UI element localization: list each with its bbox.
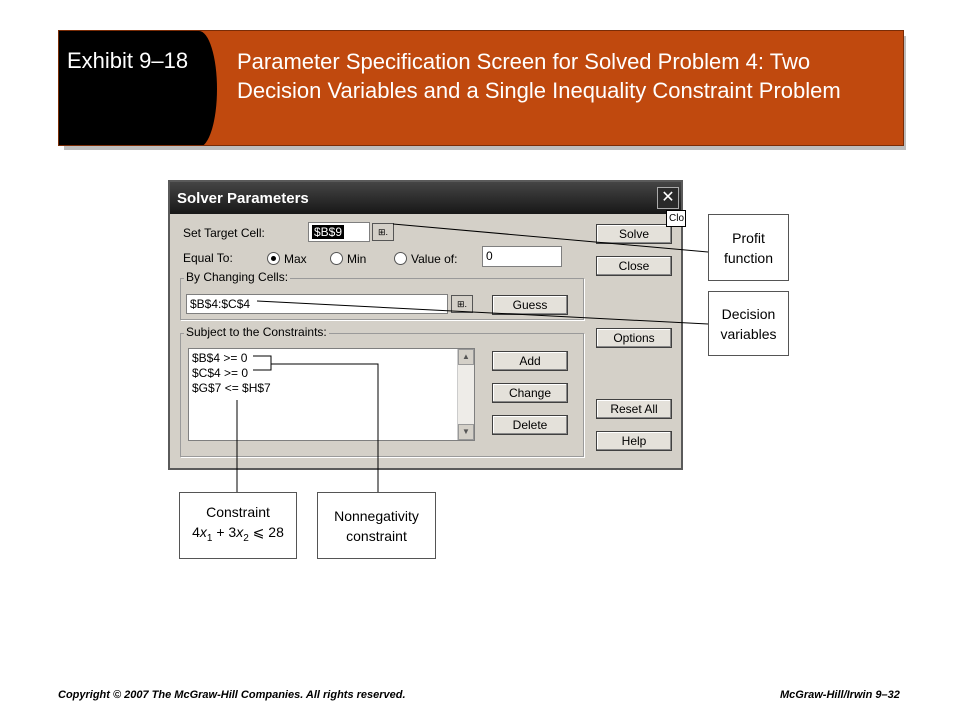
solver-parameters-dialog <box>168 180 683 470</box>
dialog-titlebar[interactable] <box>170 182 681 214</box>
callout-profit-line2: function <box>723 249 774 266</box>
add-button[interactable]: Add <box>492 351 568 371</box>
value-of-input[interactable]: 0 <box>482 246 562 267</box>
guess-button[interactable]: Guess <box>492 295 568 315</box>
callout-decision-line1: Decision <box>721 305 776 322</box>
callout-nonneg-line2: constraint <box>346 527 407 544</box>
header-exhibit-block <box>59 31 217 146</box>
radio-min-label: Min <box>347 252 367 266</box>
radio-max-label: Max <box>284 252 307 266</box>
radio-min[interactable] <box>330 252 343 265</box>
page-number-footer: McGraw-Hill/Irwin 9–32 <box>780 689 900 701</box>
constraint-item[interactable]: $G$7 <= $H$7 <box>192 381 271 395</box>
header-banner <box>58 30 904 146</box>
constraints-scrollbar[interactable] <box>457 349 474 440</box>
change-button[interactable]: Change <box>492 383 568 403</box>
close-icon[interactable]: ✕ <box>657 187 679 209</box>
callout-constraint <box>179 492 297 559</box>
constraints-label: Subject to the Constraints: <box>186 325 327 339</box>
callout-constraint-formula: $4x_1 + 3x_2$ ⩽ 28 <box>192 524 284 544</box>
dialog-title: Solver Parameters <box>177 190 309 207</box>
radio-max[interactable] <box>267 252 280 265</box>
radio-value-of-label: Value of: <box>411 252 458 266</box>
callout-nonnegativity <box>317 492 436 559</box>
target-cell-label: Set Target Cell: <box>183 226 265 240</box>
radio-value-of[interactable] <box>394 252 407 265</box>
constraint-item[interactable]: $B$4 >= 0 <box>192 351 248 365</box>
solve-button[interactable]: Solve <box>596 224 672 244</box>
constraint-item[interactable]: $C$4 >= 0 <box>192 366 249 380</box>
scroll-down-icon[interactable]: ▼ <box>458 424 474 440</box>
close-tooltip: Clo <box>666 210 686 227</box>
reset-all-button[interactable]: Reset All <box>596 399 672 419</box>
callout-decision-variables <box>708 291 789 356</box>
callout-profit-function <box>708 214 789 281</box>
copyright-footer: Copyright © 2007 The McGraw-Hill Companies. All rights reserved. <box>58 689 406 701</box>
changing-cells-input[interactable]: $B$4:$C$4 <box>186 294 448 314</box>
changing-cells-label: By Changing Cells: <box>186 270 289 284</box>
target-cell-ref-icon[interactable]: ⊞. <box>372 223 394 241</box>
exhibit-title: Parameter Specification Screen for Solved Problem 4: Two Decision Variables and a Single Inequality Constraint Problem <box>237 49 841 103</box>
exhibit-label: Exhibit 9–18 <box>67 48 189 73</box>
target-cell-value: $B$9 <box>314 225 343 239</box>
scroll-up-icon[interactable]: ▲ <box>458 349 474 365</box>
constraints-list[interactable] <box>188 348 475 441</box>
help-button[interactable]: Help <box>596 431 672 451</box>
equal-to-label: Equal To: <box>183 251 233 265</box>
callout-nonneg-line1: Nonnegativity <box>334 507 419 524</box>
close-button[interactable]: Close <box>596 256 672 276</box>
options-button[interactable]: Options <box>596 328 672 348</box>
callout-decision-line2: variables <box>720 325 777 342</box>
delete-button[interactable]: Delete <box>492 415 568 435</box>
target-cell-input[interactable] <box>308 222 370 242</box>
changing-cells-ref-icon[interactable]: ⊞. <box>451 295 473 313</box>
callout-constraint-title: Constraint <box>206 504 270 521</box>
callout-profit-line1: Profit <box>732 229 765 246</box>
